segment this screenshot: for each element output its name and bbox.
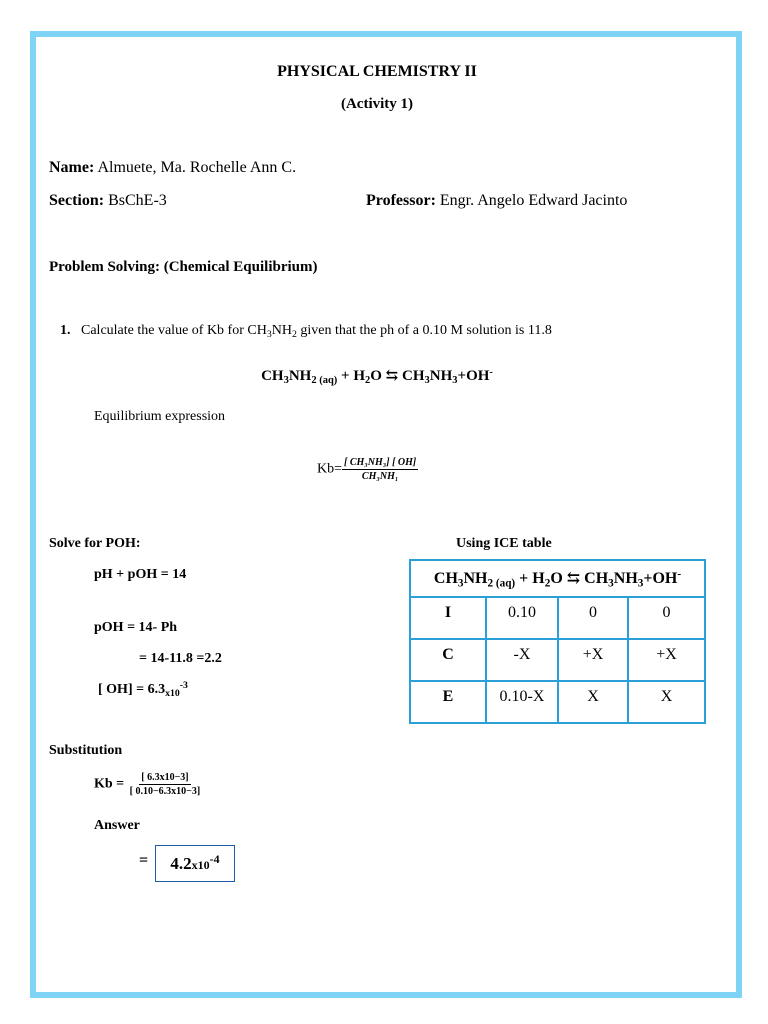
ice-row-change (410, 639, 705, 681)
substitution-fraction (128, 772, 203, 797)
ice-heading: Using ICE table (456, 536, 552, 551)
substitution-heading: Substitution (49, 743, 123, 758)
ice-row-label: C (410, 639, 486, 681)
poh-line-2: pOH = 14- Ph (94, 620, 178, 635)
poh-line-1: pH + pOH = 14 (94, 567, 187, 582)
section-value: BsChE-3 (108, 192, 167, 209)
name-value: Almuete, Ma. Rochelle Ann C. (97, 159, 297, 176)
professor-line (366, 192, 627, 210)
ice-cell: X (628, 681, 705, 723)
kb-numerator: [ CH₃NH₃] [ OH] (344, 457, 417, 468)
substitution-expression: Kb = $\frac{[ 6.3x10-3]}{[ 0.10-6.3x10-3]}$ (94, 772, 201, 797)
section-label: Section: (49, 192, 105, 209)
ice-cell: 0 (558, 597, 628, 639)
substitution-numerator: [ 6.3x10−3] (141, 772, 189, 783)
ice-cell: +X (558, 639, 628, 681)
professor-value: Engr. Angelo Edward Jacinto (439, 192, 628, 209)
ice-cell: 0 (628, 597, 705, 639)
problem-heading: Problem Solving: (Chemical Equilibrium) (49, 259, 318, 275)
ice-table (409, 559, 706, 724)
ice-row-initial (410, 597, 705, 639)
ice-row-label: I (410, 597, 486, 639)
ice-cell: -X (486, 639, 558, 681)
name-line (49, 159, 296, 177)
ice-cell: +X (628, 639, 705, 681)
reaction-equation: $CH_3NH_{2 (aq)} + H_2O$ ⇆ $CH_3NH_3+OH^-$ (261, 366, 493, 387)
professor-label: Professor: (366, 192, 436, 209)
question-line (60, 323, 552, 339)
section-line (49, 192, 167, 210)
equilibrium-expression-label: Equilibrium expression (94, 409, 226, 424)
kb-denominator: CH₃NH₁ (361, 471, 399, 482)
answer-box (155, 845, 235, 882)
answer-equals: = (139, 852, 149, 869)
ice-cell: X (558, 681, 628, 723)
ice-row-equilibrium (410, 681, 705, 723)
ice-header-equation: $CH_3NH_{2 (aq)} + H_2O$ ⇆ $CH_3NH_3+OH^-$ (410, 560, 705, 597)
poh-line-3: = 14-11.8 =2.2 (139, 651, 222, 666)
answer-value: $4.2x10^{-4}$ (170, 851, 220, 873)
ice-cell: 0.10 (486, 597, 558, 639)
answer-heading: Answer (94, 818, 140, 833)
name-label: Name: (49, 159, 95, 176)
poh-line-4: [ $OH] = 6.3_{x10}^{-3}$ (98, 680, 188, 699)
kb-expression: Kb= $\frac{\text{[ CH₃NH₃] [ OH]}}{\text{CH₃NH₁}}$ (317, 457, 417, 482)
substitution-denominator: [ 0.10−6.3x10−3] (129, 786, 201, 797)
page-subtitle: (Activity 1) (340, 96, 414, 112)
ice-header-row (410, 560, 705, 597)
question-number: 1. (60, 323, 71, 338)
ice-cell: 0.10-X (486, 681, 558, 723)
page-title: PHYSICAL CHEMISTRY II (277, 63, 477, 80)
poh-heading: Solve for POH: (49, 536, 141, 551)
ice-row-label: E (410, 681, 486, 723)
kb-fraction (342, 457, 418, 482)
question-text: Calculate the value of Kb for $CH_3NH_2$ given that the ph of a 0.10 M solution is 11.8 (81, 323, 552, 340)
